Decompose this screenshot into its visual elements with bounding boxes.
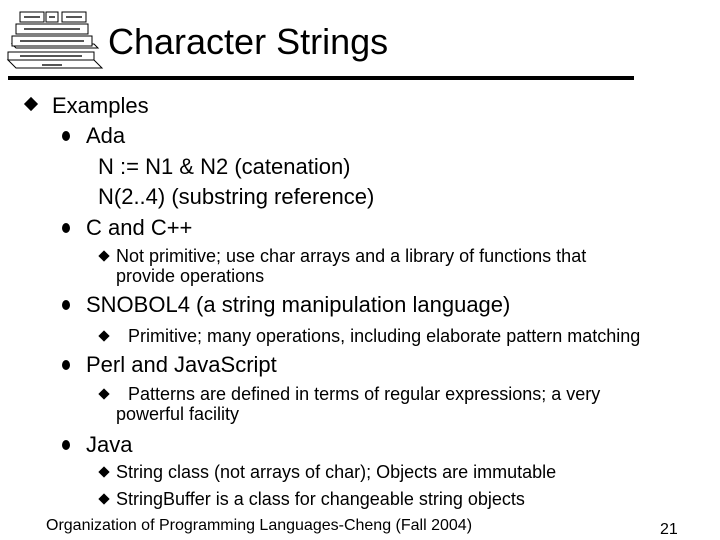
ada-substring: N(2..4) (substring reference) [98, 184, 375, 209]
layered-stack-logo [2, 2, 106, 74]
bullet-diamond-icon [24, 97, 38, 111]
bullet-dot-icon [62, 360, 70, 370]
perl-sub-line1: Patterns are defined in terms of regular expressions; a very [128, 384, 601, 404]
bullet-dot-icon [62, 223, 70, 233]
c-sub-line1: Not primitive; use char arrays and a library of functions that [116, 246, 587, 266]
snobol-sub: Primitive; many operations, including elaborate pattern matching [128, 326, 641, 346]
perl-label: Perl and JavaScript [86, 352, 277, 377]
slide-title: Character Strings [108, 21, 389, 62]
java-label: Java [86, 432, 133, 457]
c-label: C and C++ [86, 215, 193, 240]
java-sub1: String class (not arrays of char); Objects are immutable [116, 462, 557, 482]
page-number: 21 [660, 521, 678, 538]
bullet-diamond-icon [98, 250, 109, 261]
perl-sub-line2: powerful facility [116, 404, 240, 424]
ada-label: Ada [86, 123, 126, 148]
bullet-diamond-icon [98, 493, 109, 504]
c-sub-line2: provide operations [116, 266, 265, 286]
title-underline [8, 76, 634, 80]
bullet-diamond-icon [98, 466, 109, 477]
footer-course: Organization of Programming Languages-Cheng (Fall 2004) [46, 517, 473, 534]
java-sub2: StringBuffer is a class for changeable string objects [116, 489, 525, 509]
bullet-diamond-icon [98, 330, 109, 341]
ada-catenation: N := N1 & N2 (catenation) [98, 154, 351, 179]
bullet-dot-icon [62, 131, 70, 141]
bullet-dot-icon [62, 440, 70, 450]
examples-heading: Examples [52, 93, 149, 118]
bullet-diamond-icon [98, 388, 109, 399]
bullet-dot-icon [62, 300, 70, 310]
snobol-label: SNOBOL4 (a string manipulation language) [86, 292, 511, 317]
